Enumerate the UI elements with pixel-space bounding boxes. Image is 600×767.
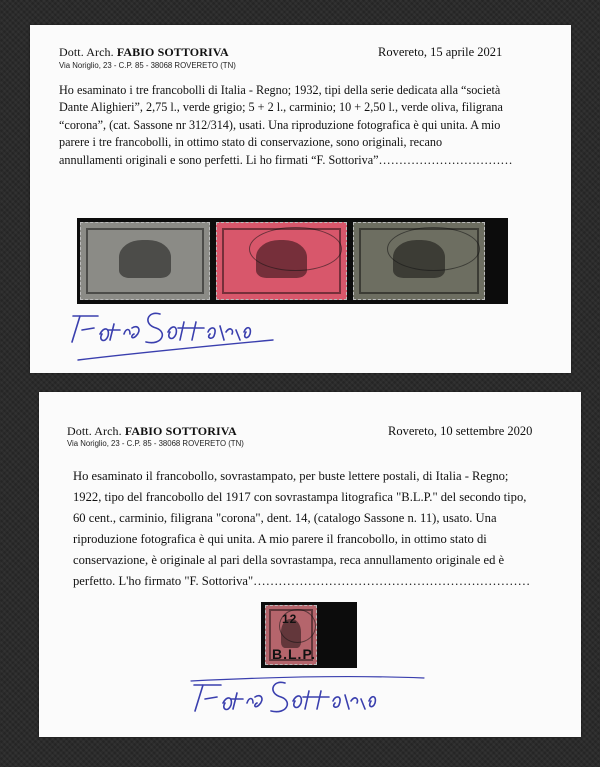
text-line: conservazione, è originale al pari della sovrastampa, reca annullamento originale ed è (73, 553, 505, 567)
text-line: riproduzione fotografica è qui unita. A mio parere il francobollo, in ottimo stato di (73, 532, 487, 546)
text-line: “corona”, (cat. Sassone nr 312/314), usati. Una riproduzione fotografica è qui unita. A mio (59, 117, 501, 132)
certificate-date: Rovereto, 10 settembre 2020 (388, 424, 533, 438)
text-line: parere i tre francobolli, in ottimo stato di conservazione, sono originali, recano (59, 135, 443, 150)
stamp-blp (265, 605, 317, 665)
examiner-name: Dott. Arch. FABIO SOTTORIVA (59, 45, 229, 59)
examiner-address: Via Noriglio, 23 - C.P. 85 - 38068 ROVERETO (TN) (67, 439, 244, 448)
certificate-1 (30, 25, 571, 373)
stamp-overprint: B.L.P. (272, 646, 316, 662)
certificate-text (59, 82, 545, 169)
text-line: Ho esaminato i tre francobolli di Italia - Regno; 1932, tipi della serie dedicata alla “società (59, 83, 501, 97)
text-line: perfetto. L'ho firmato "F. Sottoriva"………………………………………………………… (73, 574, 531, 588)
stamp-photo (261, 602, 357, 668)
text-line: Ho esaminato il francobollo, sovrastampato, per buste lettere postali, di Italia - Regno; (73, 469, 509, 483)
signature-2 (189, 675, 429, 725)
stamp-dante-5 (216, 222, 347, 300)
examiner-address: Via Noriglio, 23 - C.P. 85 - 38068 ROVERETO (TN) (59, 61, 236, 70)
signature-1 (68, 308, 278, 368)
stamp-photo (77, 218, 508, 304)
text-line: annullamenti originali e sono perfetti. Li ho firmati “F. Sottoriva”…………………………… (59, 152, 513, 167)
text-line: Dante Alighieri”, 2,75 l., verde grigio; 5 + 2 l., carminio; 10 + 2,50 l., verde oliva, filigrana (59, 100, 503, 115)
text-line: 60 cent., carminio, filigrana "corona", dent. 14, (catalogo Sassone n. 11), usato. Una (73, 511, 497, 525)
text-line: 1922, tipo del francobollo del 1917 con sovrastampa litografica "B.L.P." del secondo tipo, (73, 490, 527, 504)
stamp-dante-10 (353, 222, 485, 300)
certificate-date: Rovereto, 15 aprile 2021 (378, 45, 503, 59)
certificate-2 (39, 392, 581, 737)
examiner-name: Dott. Arch. FABIO SOTTORIVA (67, 424, 237, 438)
certificate-text (73, 466, 549, 592)
stamp-value: 12 (282, 612, 298, 626)
stamp-dante-2-75 (80, 222, 210, 300)
